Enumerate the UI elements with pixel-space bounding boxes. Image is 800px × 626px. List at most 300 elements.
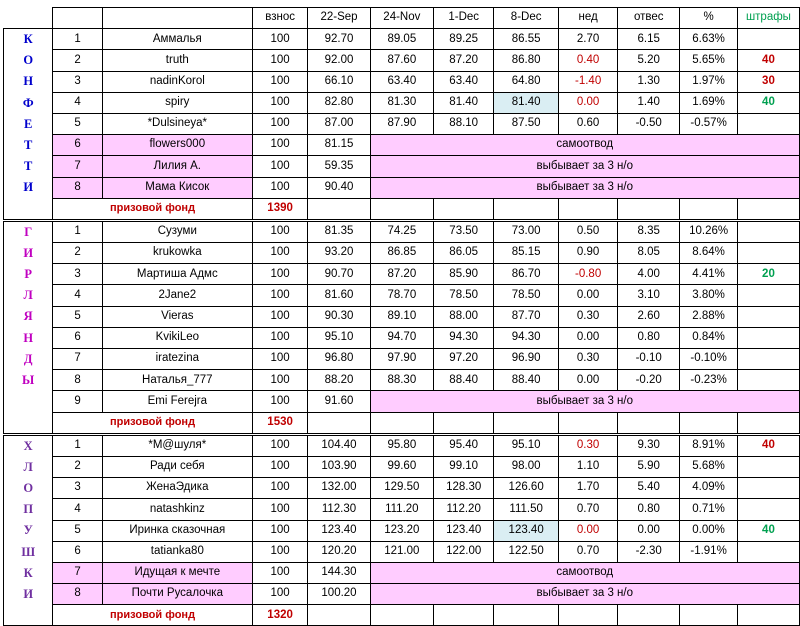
table-row <box>4 584 800 605</box>
weight-value: 85.15 <box>494 243 559 264</box>
weight-value: 126.60 <box>494 478 559 499</box>
name-header-blank <box>102 8 252 29</box>
percent-loss: -0.57% <box>680 113 738 134</box>
date-header-nov24: 24-Nov <box>370 8 434 29</box>
weight-value: 87.20 <box>370 264 434 285</box>
penalty-value <box>737 29 799 50</box>
entry-fee: 100 <box>252 243 308 264</box>
percent-loss: 2.88% <box>680 306 738 327</box>
table-row <box>4 370 800 391</box>
week-change: 0.70 <box>559 541 618 562</box>
participant-name: Ради себя <box>102 456 252 477</box>
total-loss: 0.00 <box>618 520 680 541</box>
num-header-blank <box>53 8 103 29</box>
entry-fee: 100 <box>252 285 308 306</box>
weight-value: 95.80 <box>370 434 434 456</box>
entry-fee: 100 <box>252 541 308 562</box>
percent-loss: 0.71% <box>680 499 738 520</box>
participant-name: ЖенаЭдика <box>102 478 252 499</box>
percent-loss: 1.97% <box>680 71 738 92</box>
group-letter: П <box>4 499 53 520</box>
penalty-value: 40 <box>737 434 799 456</box>
table-row <box>4 391 800 412</box>
week-change: 0.60 <box>559 113 618 134</box>
row-number: 3 <box>53 478 103 499</box>
group-letter: К <box>4 29 53 50</box>
percent-loss: 3.80% <box>680 285 738 306</box>
weight-value: 90.70 <box>308 264 370 285</box>
row-number: 4 <box>53 285 103 306</box>
total-loss: 5.20 <box>618 50 680 71</box>
row-number: 4 <box>53 92 103 113</box>
row-number: 4 <box>53 499 103 520</box>
table-row <box>4 29 800 50</box>
empty-cell <box>680 198 738 220</box>
week-change: 2.70 <box>559 29 618 50</box>
week-change: 0.00 <box>559 92 618 113</box>
participant-name: Почти Русалочка <box>102 584 252 605</box>
weight-value: 129.50 <box>370 478 434 499</box>
group-letter: Ы <box>4 370 53 391</box>
total-loss: 3.10 <box>618 285 680 306</box>
participant-name: nadinKorol <box>102 71 252 92</box>
entry-fee: 100 <box>252 113 308 134</box>
weight-value: 74.25 <box>370 220 434 242</box>
prize-fund-value: 1530 <box>252 412 308 434</box>
total-loss: -0.10 <box>618 349 680 370</box>
percent-loss: 5.68% <box>680 456 738 477</box>
participant-name: iratezina <box>102 349 252 370</box>
table-row <box>4 562 800 583</box>
percent-loss: 4.41% <box>680 264 738 285</box>
total-loss: 9.30 <box>618 434 680 456</box>
prize-fund-label: призовой фонд <box>53 412 252 434</box>
date-header-sep22: 22-Sep <box>308 8 370 29</box>
row-number: 5 <box>53 113 103 134</box>
weight-value: 94.30 <box>494 327 559 348</box>
empty-cell <box>618 412 680 434</box>
penalty-value <box>737 541 799 562</box>
group-letter: Ш <box>4 541 53 562</box>
entry-fee: 100 <box>252 391 308 412</box>
prize-fund-value: 1320 <box>252 605 308 626</box>
weight-value: 66.10 <box>308 71 370 92</box>
weight-value: 99.10 <box>434 456 494 477</box>
empty-cell <box>680 412 738 434</box>
weight-value: 87.70 <box>494 306 559 327</box>
row-number: 6 <box>53 327 103 348</box>
entry-fee: 100 <box>252 71 308 92</box>
weight-value: 132.00 <box>308 478 370 499</box>
weight-value: 111.20 <box>370 499 434 520</box>
participant-name: tatianka80 <box>102 541 252 562</box>
weight-value: 112.30 <box>308 499 370 520</box>
row-number: 9 <box>53 391 103 412</box>
start-weight: 100.20 <box>308 584 370 605</box>
weight-value: 78.50 <box>494 285 559 306</box>
entry-fee: 100 <box>252 434 308 456</box>
weight-value: 63.40 <box>434 71 494 92</box>
weight-value: 123.40 <box>434 520 494 541</box>
penalty-value: 20 <box>737 264 799 285</box>
weight-value: 120.20 <box>308 541 370 562</box>
row-number: 8 <box>53 370 103 391</box>
weight-value: 122.50 <box>494 541 559 562</box>
total-loss: 8.05 <box>618 243 680 264</box>
week-change: -0.80 <box>559 264 618 285</box>
group-letter <box>4 605 53 626</box>
entry-fee: 100 <box>252 177 308 198</box>
entry-fee: 100 <box>252 478 308 499</box>
total-loss: 6.15 <box>618 29 680 50</box>
total-loss: 1.30 <box>618 71 680 92</box>
start-weight: 90.40 <box>308 177 370 198</box>
empty-cell <box>680 605 738 626</box>
weight-value: 87.00 <box>308 113 370 134</box>
empty-cell <box>370 605 434 626</box>
entry-fee: 100 <box>252 264 308 285</box>
empty-cell <box>308 198 370 220</box>
weight-value: 86.80 <box>494 50 559 71</box>
row-number: 3 <box>53 264 103 285</box>
weight-value: 104.40 <box>308 434 370 456</box>
percent-loss: -1.91% <box>680 541 738 562</box>
entry-fee: 100 <box>252 135 308 156</box>
table-row <box>4 264 800 285</box>
empty-cell <box>618 198 680 220</box>
row-number: 8 <box>53 584 103 605</box>
total-loss: 5.90 <box>618 456 680 477</box>
empty-cell <box>434 412 494 434</box>
weight-value: 86.70 <box>494 264 559 285</box>
status-note: выбывает за 3 н/о <box>370 391 799 412</box>
total-loss: 2.60 <box>618 306 680 327</box>
participant-name: KvikiLeo <box>102 327 252 348</box>
table-row <box>4 327 800 348</box>
total-loss: 0.80 <box>618 499 680 520</box>
week-change: 0.30 <box>559 349 618 370</box>
weight-value: 81.35 <box>308 220 370 242</box>
row-number: 5 <box>53 520 103 541</box>
prize-fund-row <box>4 412 800 434</box>
week-change: 0.30 <box>559 434 618 456</box>
penalty-value: 30 <box>737 71 799 92</box>
empty-cell <box>434 605 494 626</box>
week-change: 1.70 <box>559 478 618 499</box>
row-number: 6 <box>53 135 103 156</box>
weight-value: 94.30 <box>434 327 494 348</box>
group-letter <box>4 412 53 434</box>
weight-value: 89.25 <box>434 29 494 50</box>
percent-loss: 0.00% <box>680 520 738 541</box>
group-letter: Г <box>4 220 53 242</box>
group-letter: Д <box>4 349 53 370</box>
status-note: самоотвод <box>370 135 799 156</box>
weight-value: 81.30 <box>370 92 434 113</box>
table-row <box>4 243 800 264</box>
row-number: 2 <box>53 50 103 71</box>
weight-value: 128.30 <box>434 478 494 499</box>
prize-fund-label: призовой фонд <box>53 198 252 220</box>
weight-value: 88.00 <box>434 306 494 327</box>
start-weight: 91.60 <box>308 391 370 412</box>
group-letter: Т <box>4 156 53 177</box>
row-number: 6 <box>53 541 103 562</box>
row-number: 1 <box>53 434 103 456</box>
penalty-value: 40 <box>737 92 799 113</box>
weight-value: 95.10 <box>308 327 370 348</box>
start-weight: 59.35 <box>308 156 370 177</box>
group-letter: Е <box>4 113 53 134</box>
group-letter: Л <box>4 456 53 477</box>
entry-fee: 100 <box>252 456 308 477</box>
group-letter: О <box>4 50 53 71</box>
weight-value: 78.70 <box>370 285 434 306</box>
percent-loss: 0.84% <box>680 327 738 348</box>
total-loss: -0.20 <box>618 370 680 391</box>
status-note: выбывает за 3 н/о <box>370 156 799 177</box>
weight-value: 103.90 <box>308 456 370 477</box>
weight-loss-standings-table <box>3 7 800 626</box>
row-number: 1 <box>53 29 103 50</box>
group-letter: О <box>4 478 53 499</box>
table-row <box>4 113 800 134</box>
participant-name: Мартиша Адмс <box>102 264 252 285</box>
group-letter: Ф <box>4 92 53 113</box>
fee-header: взнос <box>252 8 308 29</box>
week-change: 0.70 <box>559 499 618 520</box>
entry-fee: 100 <box>252 29 308 50</box>
weight-value: 88.30 <box>370 370 434 391</box>
week-header: нед <box>559 8 618 29</box>
prize-fund-value: 1390 <box>252 198 308 220</box>
row-number: 2 <box>53 243 103 264</box>
weight-value: 63.40 <box>370 71 434 92</box>
penalty-header: штрафы <box>737 8 799 29</box>
empty-cell <box>308 605 370 626</box>
week-change: 0.90 <box>559 243 618 264</box>
table-row <box>4 156 800 177</box>
row-number: 2 <box>53 456 103 477</box>
date-header-dec8: 8-Dec <box>494 8 559 29</box>
percent-loss: -0.10% <box>680 349 738 370</box>
group-letter <box>4 198 53 220</box>
row-number: 1 <box>53 220 103 242</box>
empty-cell <box>618 605 680 626</box>
penalty-value <box>737 349 799 370</box>
group-letter: К <box>4 562 53 583</box>
percent-loss: 8.64% <box>680 243 738 264</box>
group-letter <box>4 391 53 412</box>
total-loss: -0.50 <box>618 113 680 134</box>
table-row <box>4 220 800 242</box>
prize-fund-label: призовой фонд <box>53 605 252 626</box>
participant-name: *Dulsineya* <box>102 113 252 134</box>
weight-value: 96.80 <box>308 349 370 370</box>
percent-loss: 10.26% <box>680 220 738 242</box>
participant-name: Сузуми <box>102 220 252 242</box>
row-number: 7 <box>53 156 103 177</box>
participant-name: Vieras <box>102 306 252 327</box>
penalty-value <box>737 285 799 306</box>
table-row <box>4 306 800 327</box>
participant-name: Аммалья <box>102 29 252 50</box>
weight-value: 93.20 <box>308 243 370 264</box>
group-letter: Н <box>4 327 53 348</box>
weight-value: 81.60 <box>308 285 370 306</box>
table-row <box>4 50 800 71</box>
weight-value: 81.40 <box>494 92 559 113</box>
weight-value: 81.40 <box>434 92 494 113</box>
penalty-value <box>737 478 799 499</box>
table-row <box>4 135 800 156</box>
table-row <box>4 541 800 562</box>
participant-name: Идущая к мечте <box>102 562 252 583</box>
percent-loss: 5.65% <box>680 50 738 71</box>
group-letter: И <box>4 243 53 264</box>
weight-value: 86.05 <box>434 243 494 264</box>
group-letter: Я <box>4 306 53 327</box>
weight-value: 123.20 <box>370 520 434 541</box>
penalty-value <box>737 306 799 327</box>
week-change: -1.40 <box>559 71 618 92</box>
header-row <box>4 8 800 29</box>
table-row <box>4 478 800 499</box>
group-letter: И <box>4 177 53 198</box>
percent-loss: 6.63% <box>680 29 738 50</box>
table-row <box>4 177 800 198</box>
row-number: 5 <box>53 306 103 327</box>
penalty-value <box>737 243 799 264</box>
empty-cell <box>370 412 434 434</box>
entry-fee: 100 <box>252 50 308 71</box>
table-row <box>4 499 800 520</box>
table-row <box>4 92 800 113</box>
weight-value: 64.80 <box>494 71 559 92</box>
table-row <box>4 285 800 306</box>
total-loss: 5.40 <box>618 478 680 499</box>
weight-value: 123.40 <box>494 520 559 541</box>
participant-name: Наталья_777 <box>102 370 252 391</box>
corner-blank <box>4 8 53 29</box>
week-change: 0.00 <box>559 327 618 348</box>
empty-cell <box>494 412 559 434</box>
percent-loss: 1.69% <box>680 92 738 113</box>
week-change: 0.30 <box>559 306 618 327</box>
entry-fee: 100 <box>252 306 308 327</box>
table-row <box>4 349 800 370</box>
weight-value: 87.20 <box>434 50 494 71</box>
entry-fee: 100 <box>252 327 308 348</box>
entry-fee: 100 <box>252 156 308 177</box>
participant-name: flowers000 <box>102 135 252 156</box>
table-row <box>4 456 800 477</box>
participant-name: krukowka <box>102 243 252 264</box>
penalty-value <box>737 499 799 520</box>
penalty-value <box>737 327 799 348</box>
weight-value: 88.40 <box>434 370 494 391</box>
weight-value: 86.55 <box>494 29 559 50</box>
row-number: 8 <box>53 177 103 198</box>
status-note: выбывает за 3 н/о <box>370 584 799 605</box>
empty-cell <box>737 605 799 626</box>
weight-value: 99.60 <box>370 456 434 477</box>
weight-value: 88.40 <box>494 370 559 391</box>
weight-value: 97.90 <box>370 349 434 370</box>
group-letter: У <box>4 520 53 541</box>
week-change: 0.40 <box>559 50 618 71</box>
penalty-value <box>737 456 799 477</box>
weight-value: 92.70 <box>308 29 370 50</box>
group-letter: Х <box>4 434 53 456</box>
week-change: 0.50 <box>559 220 618 242</box>
entry-fee: 100 <box>252 584 308 605</box>
row-number: 7 <box>53 349 103 370</box>
prize-fund-row <box>4 605 800 626</box>
weight-value: 89.10 <box>370 306 434 327</box>
participant-name: Лилия А. <box>102 156 252 177</box>
group-letter: Л <box>4 285 53 306</box>
total-loss: 1.40 <box>618 92 680 113</box>
participant-name: *М@шуля* <box>102 434 252 456</box>
start-weight: 144.30 <box>308 562 370 583</box>
percent-loss: 8.91% <box>680 434 738 456</box>
weight-value: 87.50 <box>494 113 559 134</box>
entry-fee: 100 <box>252 370 308 391</box>
total-loss-header: отвес <box>618 8 680 29</box>
entry-fee: 100 <box>252 92 308 113</box>
empty-cell <box>737 412 799 434</box>
row-number: 3 <box>53 71 103 92</box>
entry-fee: 100 <box>252 349 308 370</box>
empty-cell <box>434 198 494 220</box>
weight-value: 112.20 <box>434 499 494 520</box>
participant-name: Emi Ferejra <box>102 391 252 412</box>
group-letter: Р <box>4 264 53 285</box>
participant-name: Мама Кисок <box>102 177 252 198</box>
penalty-value: 40 <box>737 50 799 71</box>
table-row <box>4 434 800 456</box>
percent-loss: 4.09% <box>680 478 738 499</box>
penalty-value <box>737 370 799 391</box>
entry-fee: 100 <box>252 520 308 541</box>
weight-value: 89.05 <box>370 29 434 50</box>
group-letter: Т <box>4 135 53 156</box>
empty-cell <box>370 198 434 220</box>
total-loss: 0.80 <box>618 327 680 348</box>
start-weight: 81.15 <box>308 135 370 156</box>
entry-fee: 100 <box>252 220 308 242</box>
week-change: 1.10 <box>559 456 618 477</box>
weight-value: 92.00 <box>308 50 370 71</box>
weight-value: 85.90 <box>434 264 494 285</box>
table-row <box>4 520 800 541</box>
prize-fund-row <box>4 198 800 220</box>
week-change: 0.00 <box>559 285 618 306</box>
date-header-dec1: 1-Dec <box>434 8 494 29</box>
percent-loss: -0.23% <box>680 370 738 391</box>
empty-cell <box>559 412 618 434</box>
empty-cell <box>494 198 559 220</box>
entry-fee: 100 <box>252 499 308 520</box>
weight-value: 86.85 <box>370 243 434 264</box>
weight-value: 90.30 <box>308 306 370 327</box>
total-loss: 4.00 <box>618 264 680 285</box>
weight-value: 73.00 <box>494 220 559 242</box>
weight-value: 97.20 <box>434 349 494 370</box>
weight-value: 73.50 <box>434 220 494 242</box>
penalty-value <box>737 113 799 134</box>
